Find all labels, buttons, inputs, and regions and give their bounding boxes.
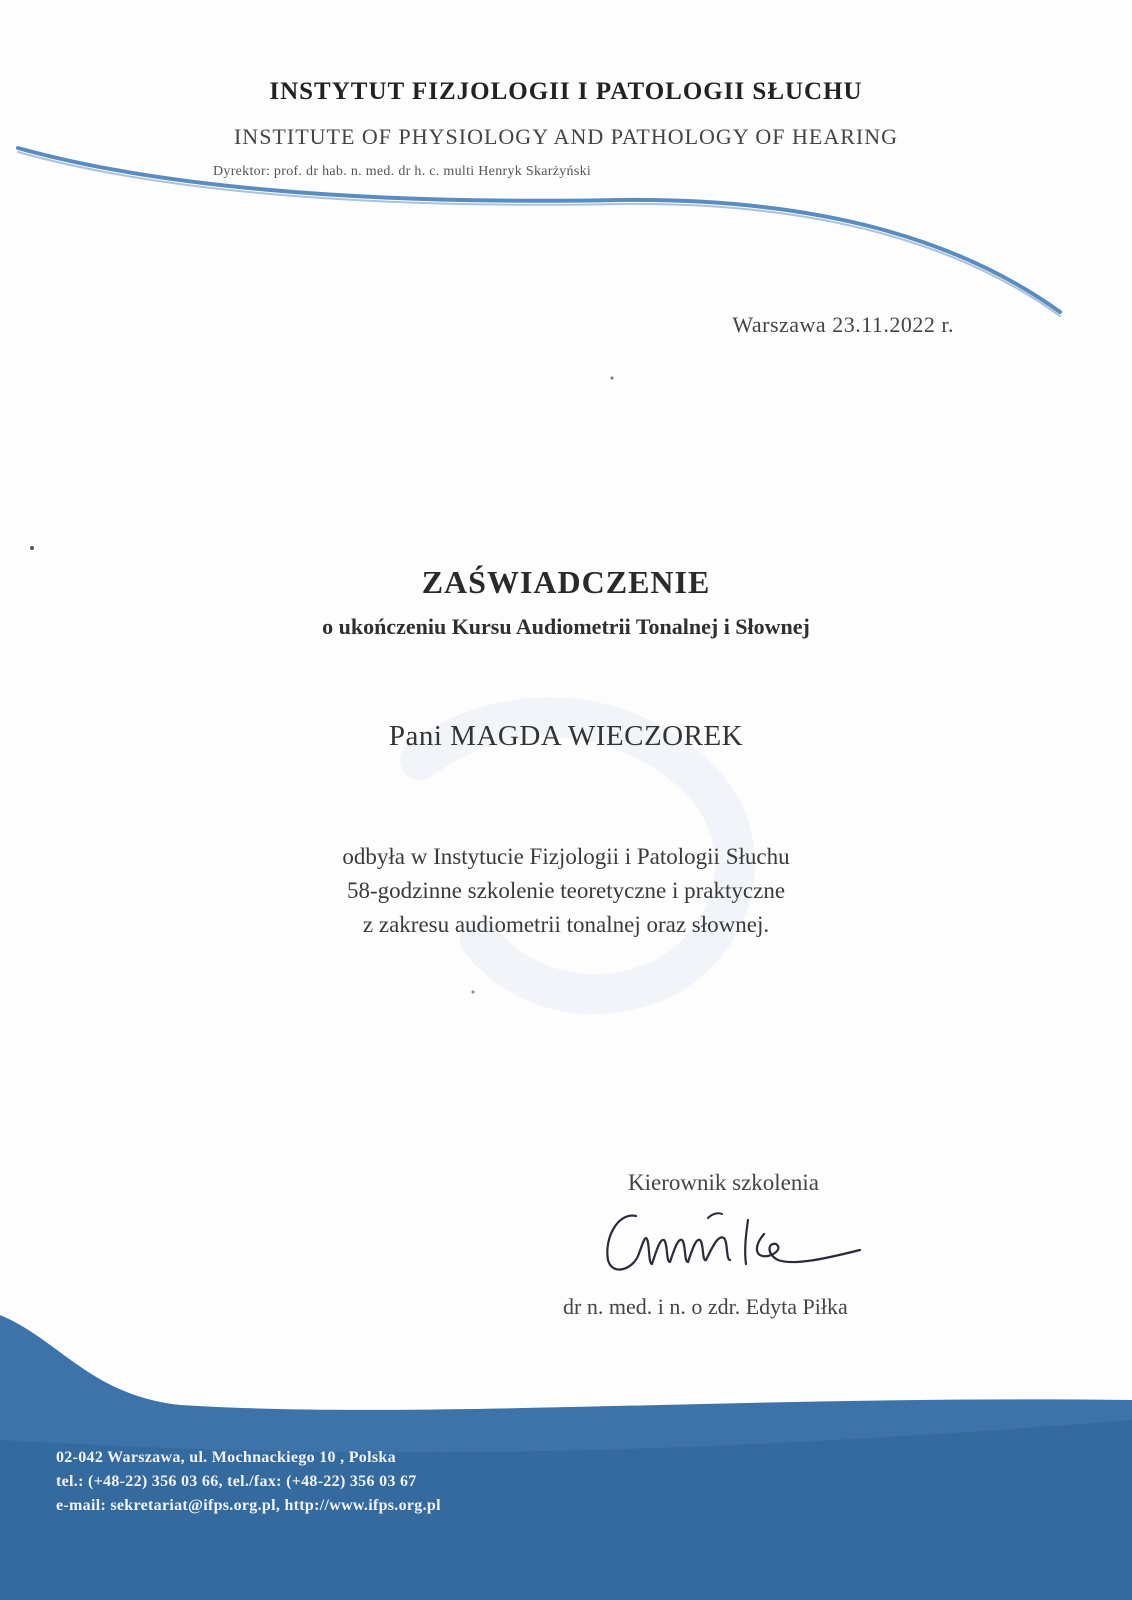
- speck: [472, 991, 475, 994]
- certificate-title: ZAŚWIADCZENIE: [421, 564, 711, 600]
- body-line: 58-godzinne szkolenie teoretyczne i praktyczne: [346, 878, 786, 903]
- director-line: Dyrektor: prof. dr hab. n. med. dr h. c. multi Henryk Skarżyński: [213, 164, 592, 179]
- footer-email: e-mail: sekretariat@ifps.org.pl, http://www.ifps.org.pl: [56, 1497, 441, 1514]
- institute-name-en: INSTITUTE OF PHYSIOLOGY AND PATHOLOGY OF HEARING: [233, 124, 898, 149]
- speck: [611, 377, 614, 380]
- signatory-name: dr n. med. i n. o zdr. Edyta Piłka: [563, 1294, 848, 1319]
- handwritten-signature: [598, 1198, 888, 1288]
- body-line: odbyła w Instytucie Fizjologii i Patologii Słuchu: [342, 844, 790, 869]
- recipient-name: Pani MAGDA WIECZOREK: [388, 720, 744, 752]
- footer-phone: tel.: (+48-22) 356 03 66, tel./fax: (+48-22) 356 03 67: [56, 1473, 417, 1490]
- signatory-role: Kierownik szkolenia: [628, 1170, 819, 1195]
- certificate-subtitle: o ukończeniu Kursu Audiometrii Tonalnej i Słownej: [322, 614, 810, 639]
- body-line: z zakresu audiometrii tonalnej oraz słownej.: [362, 912, 770, 937]
- institute-name-pl: INSTYTUT FIZJOLOGII I PATOLOGII SŁUCHU: [269, 78, 863, 105]
- issue-date: Warszawa 23.11.2022 r.: [732, 312, 954, 337]
- certificate-body: [0, 840, 1132, 942]
- footer-address: 02-042 Warszawa, ul. Mochnackiego 10 , Polska: [56, 1449, 396, 1466]
- speck: [30, 546, 34, 550]
- footer-contact: [56, 1446, 441, 1518]
